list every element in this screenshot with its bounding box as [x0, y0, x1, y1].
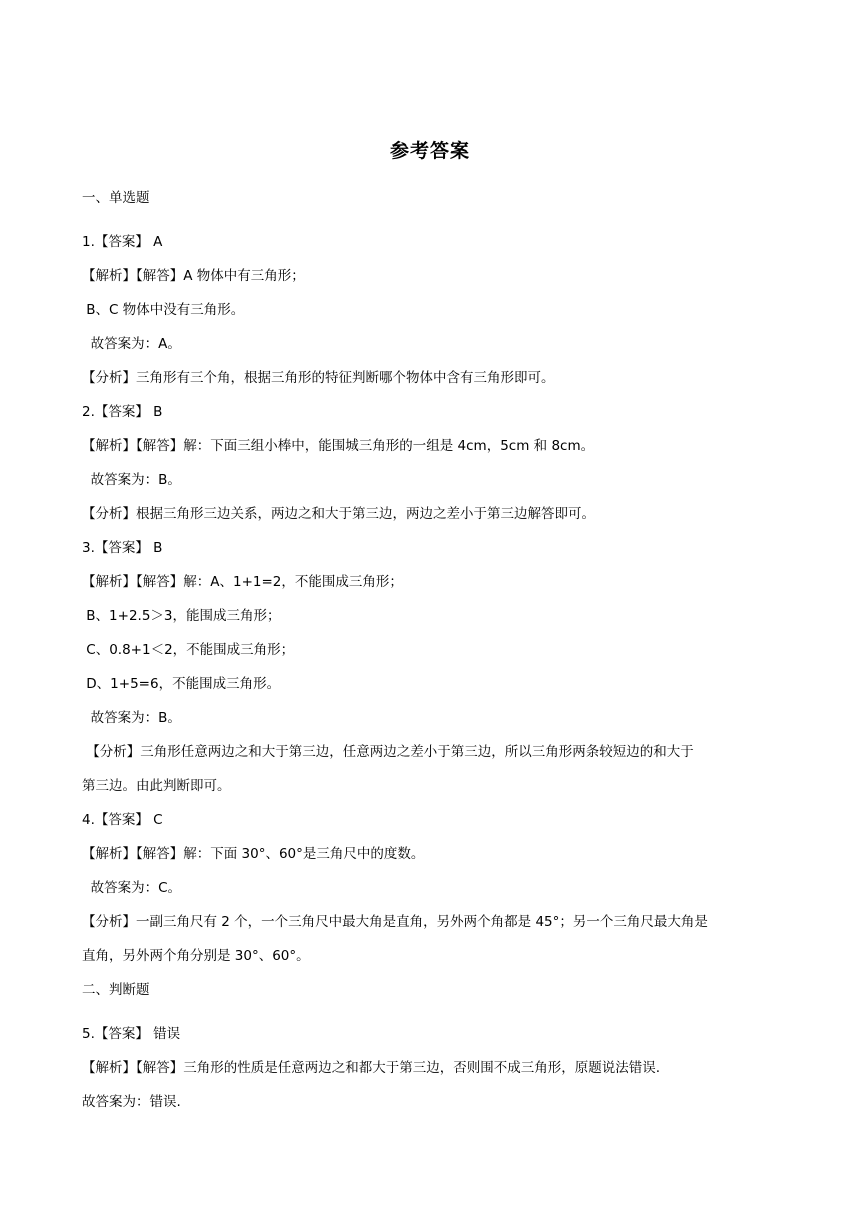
- q2-explanation: 【分析】根据三角形三边关系，两边之和大于第三边，两边之差小于第三边解答即可。: [82, 506, 595, 522]
- section-heading-true-false: 二、判断题: [82, 982, 150, 998]
- section-heading-single-choice: 一、单选题: [82, 190, 150, 206]
- q4-explanation-cont: 直角，另外两个角分别是 30°、60°。: [82, 948, 310, 964]
- page-title: 参考答案: [389, 140, 470, 162]
- q3-explanation: 【分析】三角形任意两边之和大于第三边，任意两边之差小于第三边，所以三角形两条较短边的和大于: [82, 744, 694, 760]
- q1-conclusion: 故答案为：A。: [82, 336, 181, 352]
- q4-answer: 4.【答案】 C: [82, 812, 163, 828]
- q1-explanation: 【分析】三角形有三个角，根据三角形的特征判断哪个物体中含有三角形即可。: [82, 370, 555, 386]
- q3-explanation-cont: 第三边。由此判断即可。: [82, 778, 231, 794]
- q3-analysis-line: 【解析】【解答】解：A、1+1=2，不能围成三角形；: [82, 574, 403, 590]
- q5-conclusion: 故答案为：错误.: [82, 1094, 181, 1110]
- q4-conclusion: 故答案为：C。: [82, 880, 182, 896]
- q2-analysis-line: 【解析】【解答】解：下面三组小棒中，能围城三角形的一组是 4cm，5cm 和 8cm。: [82, 438, 595, 454]
- q2-answer: 2.【答案】 B: [82, 404, 163, 420]
- q3-answer: 3.【答案】 B: [82, 540, 163, 556]
- q4-explanation: 【分析】一副三角尺有 2 个，一个三角尺中最大角是直角，另外两个角都是 45°；另一个三角尺最大角是: [82, 914, 708, 930]
- q5-answer: 5.【答案】 错误: [82, 1026, 181, 1042]
- q3-analysis-line: C、0.8+1＜2，不能围成三角形；: [82, 642, 295, 658]
- q1-analysis-line: B、C 物体中没有三角形。: [82, 302, 245, 318]
- q1-answer: 1.【答案】 A: [82, 234, 163, 250]
- q1-analysis-line: 【解析】【解答】A 物体中有三角形；: [82, 268, 305, 284]
- q3-analysis-line: D、1+5=6，不能围成三角形。: [82, 676, 281, 692]
- q4-analysis-line: 【解析】【解答】解：下面 30°、60°是三角尺中的度数。: [82, 846, 425, 862]
- q3-analysis-line: B、1+2.5＞3，能围成三角形；: [82, 608, 281, 624]
- q5-analysis-line: 【解析】【解答】三角形的性质是任意两边之和都大于第三边，否则围不成三角形，原题说法错误.: [82, 1060, 661, 1076]
- q3-conclusion: 故答案为：B。: [82, 710, 181, 726]
- q2-conclusion: 故答案为：B。: [82, 472, 181, 488]
